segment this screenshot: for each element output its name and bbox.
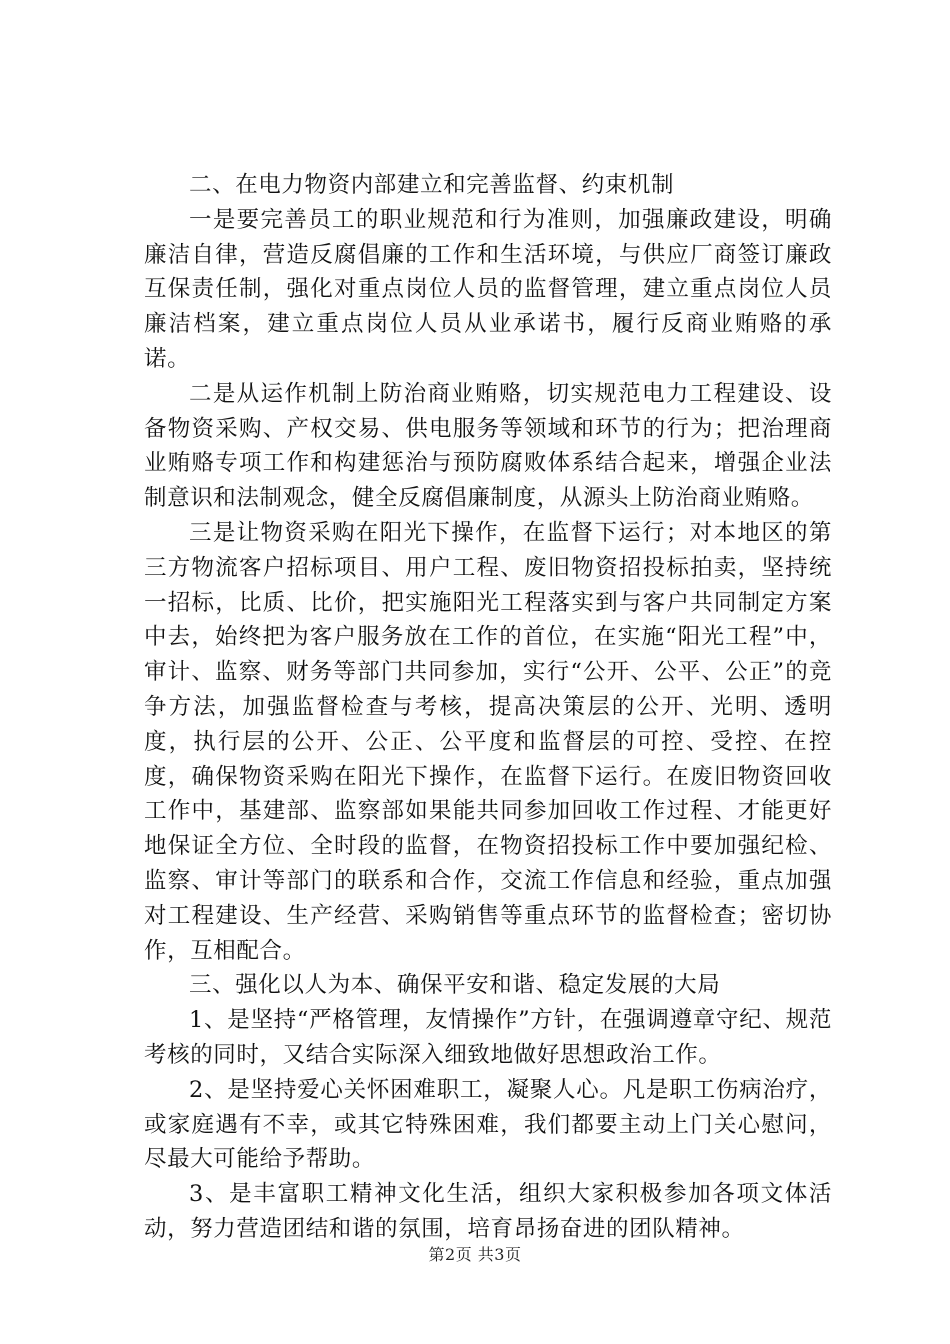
section-heading-3: 三、强化以人为本、确保平安和谐、稳定发展的大局 <box>189 972 721 999</box>
paragraph: 三是让物资采购在阳光下操作，在监督下运行；对本地区的第三方物流客户招标项目、用户工程、废旧物资招投标拍卖，坚持统一招标，比质、比价，把实施阳光工程落实到与客户共同制定方案中去，始终把为客户服务放在工作的首位，在实施“阳光工程”中，审计、监察、财务等部门共同参加，实行“公开、公平、公正”的竞争方法，加强监督检查与考核，提高决策层的公开、光明、透明度，执行层的公开、公正、公平度和监督层的可控、受控、在控度，确保物资采购在阳光下操作，在监督下运行。在废旧物资回收工作中，基建部、监察部如果能共同参加回收工作过程、才能更好地保证全方位、全时段的监督，在物资招投标工作中要加强纪检、监察、审计等部门的联系和合作，交流工作信息和经验，重点加强对工程建设、生产经营、采购销售等重点环节的监督检查；密切协作，互相配合。 <box>144 519 832 964</box>
paragraph: 2、是坚持爱心关怀困难职工，凝聚人心。凡是职工伤病治疗，或家庭遇有不幸，或其它特殊困难，我们都要主动上门关心慰问，尽最大可能给予帮助。 <box>144 1076 832 1173</box>
page-footer: 第2页 共3页 <box>428 1245 522 1264</box>
section-heading-2: 二、在电力物资内部建立和完善监督、约束机制 <box>189 172 675 198</box>
paragraph: 3、是丰富职工精神文化生活，组织大家积极参加各项文体活动，努力营造团结和谐的氛围，培育昂扬奋进的团队精神。 <box>144 1181 832 1242</box>
paragraph: 一是要完善员工的职业规范和行为准则，加强廉政建设，明确廉洁自律，营造反腐倡廉的工作和生活环境，与供应厂商签订廉政互保责任制，强化对重点岗位人员的监督管理，建立重点岗位人员廉洁档案，建立重点岗位人员从业承诺书，履行反商业贿赂的承诺。 <box>144 206 832 372</box>
paragraph: 二是从运作机制上防治商业贿赂，切实规范电力工程建设、设备物资采购、产权交易、供电服务等领域和环节的行为；把治理商业贿赂专项工作和构建惩治与预防腐败体系结合起来，增强企业法制意识和法制观念，健全反腐倡廉制度，从源头上防治商业贿赂。 <box>144 380 832 512</box>
paragraph: 1、是坚持“严格管理，友情操作”方针，在强调遵章守纪、规范考核的同时，又结合实际深入细致地做好思想政治工作。 <box>144 1007 832 1068</box>
document-body <box>144 168 832 1247</box>
